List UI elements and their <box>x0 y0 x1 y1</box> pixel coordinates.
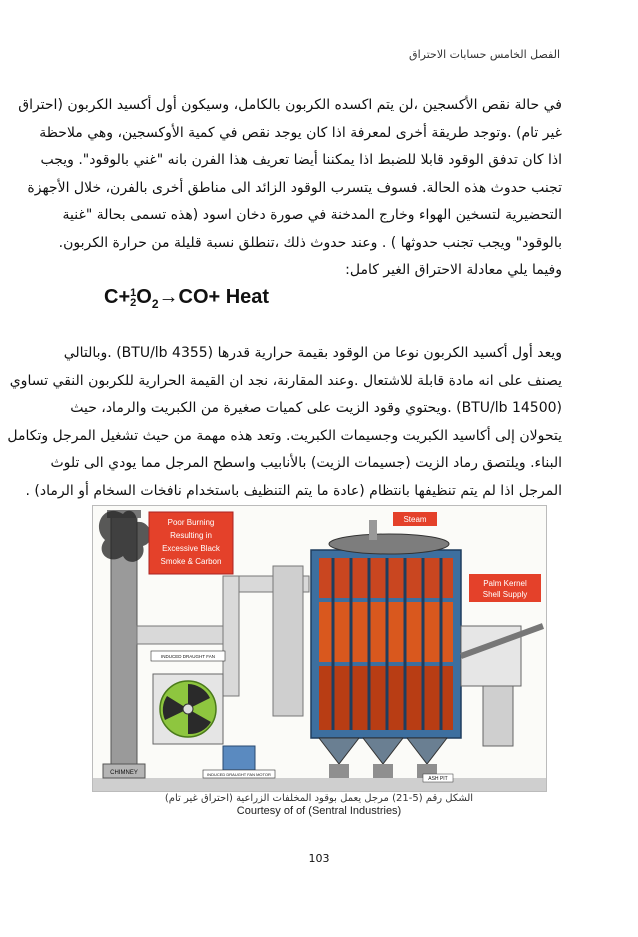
figure-caption-arabic: الشكل رقم (5-21) مرجل يعمل بوقود المخلفات الزراعية (احتراق غير تام) <box>164 793 474 804</box>
eq-frac-den: 2 <box>130 296 137 309</box>
shell-conveyor <box>461 626 543 746</box>
text-line: يتحولان إلى أكاسيد الكبريت وجسيمات الكبريت. وتعد هذه مهمة من حيث تشغيل المرجل وتكامل <box>7 427 562 444</box>
chimney-label: CHIMNEY <box>110 770 138 776</box>
text-line: وفيما يلي معادلة الاحتراق الغير كامل: <box>345 262 562 278</box>
motor-label: INDUCED DRAUGHT FAN MOTOR <box>207 772 271 777</box>
boiler-figure <box>92 505 547 792</box>
steam-label: Steam <box>403 515 427 524</box>
eq-carbon: C+ <box>104 286 131 308</box>
page-header: الفصل الخامس حسابات الاحتراق <box>409 48 560 61</box>
fan <box>153 674 223 744</box>
text-line: التحضيرية لتسخين الهواء وخارج المدخنة في صورة دخان اسود (هذه تسمى بحالة "غنية <box>62 207 562 223</box>
fan-motor <box>223 746 255 770</box>
eq-frac-num: 1 <box>130 286 137 299</box>
callout-line: Smoke & Carbon <box>160 557 222 566</box>
text-line: يصنف على انه مادة قابلة للاشتعال .وعند المقارنة، نجد ان القيمة الحرارية للكربون النقي تساوي <box>9 372 562 389</box>
page-number: 103 <box>308 852 330 865</box>
text-line: بالوقود" ويجب تجنب حدوثها ) . وعند حدوث ذلك ،تنطلق نسبة قليلة من حرارة الكربون. <box>58 234 562 251</box>
eq-oxygen: O <box>136 286 152 308</box>
callout-line: Excessive Black <box>162 544 220 553</box>
shell-label-line: Shell Supply <box>482 590 528 599</box>
text-line: المرجل اذا لم يتم تنظيفها بانتظام (عادة ما يتم التنظيف باستخدام نافخات السخام أو الرماد) . <box>25 482 562 499</box>
eq-products: →CO+ Heat <box>158 286 270 308</box>
text-line: ويعد أول أكسيد الكربون نوعا من الوقود بقيمة حرارية قدرها (4355 BTU/lb) .وبالتالي <box>63 345 562 361</box>
eq-oxygen-sub: 2 <box>151 297 159 311</box>
text-line: غير تام) .وتوجد طريقة أخرى لمعرفة اذا كان يوجد نقص في كمية الأوكسجين، وهي ملاحظة <box>39 124 562 141</box>
boiler-diagram <box>93 506 546 791</box>
text-line: تجنب حدوث هذه الحالة. فسوف يتسرب الوقود الزائد الى مناطق أخرى بالفرن، خلال الأجهزة <box>27 179 562 196</box>
ground <box>93 778 546 791</box>
text-line: (14500 BTU/lb) .ويحتوي وقود الزيت على كميات صغيرة من الكبريت والرماد، حيث <box>70 400 562 416</box>
text-line: في حالة نقص الأكسجين ،لن يتم اكسده الكربون بالكامل، وسيكون أول أكسيد الكربون (احتراق <box>18 97 562 113</box>
fan-label: INDUCED DRAUGHT FAN <box>161 654 215 659</box>
callout-line: Poor Burning <box>167 518 215 527</box>
smoke-plume <box>99 511 151 562</box>
boiler-body <box>311 520 461 778</box>
ash-label: ASH PIT <box>428 776 448 782</box>
intro-paragraph <box>18 92 562 285</box>
body-paragraph <box>7 340 562 505</box>
text-line: اذا كان تدفق الوقود قابلا للضبط اذا يمكننا أيضا تعريف هذا الفرن بانه "غني بالوقود". ويجب <box>40 152 562 168</box>
shell-label-line: Palm Kernel <box>483 579 527 588</box>
figure-caption-english: Courtesy of of (Sentral Industries) <box>236 805 402 817</box>
callout-line: Resulting in <box>170 531 212 540</box>
combustion-equation <box>104 286 269 311</box>
text-line: البناء. ويلتصق رماد الزيت (جسيمات الزيت) بالأنابيب واسطح المرجل مما يودي الى تلوث <box>50 455 562 471</box>
